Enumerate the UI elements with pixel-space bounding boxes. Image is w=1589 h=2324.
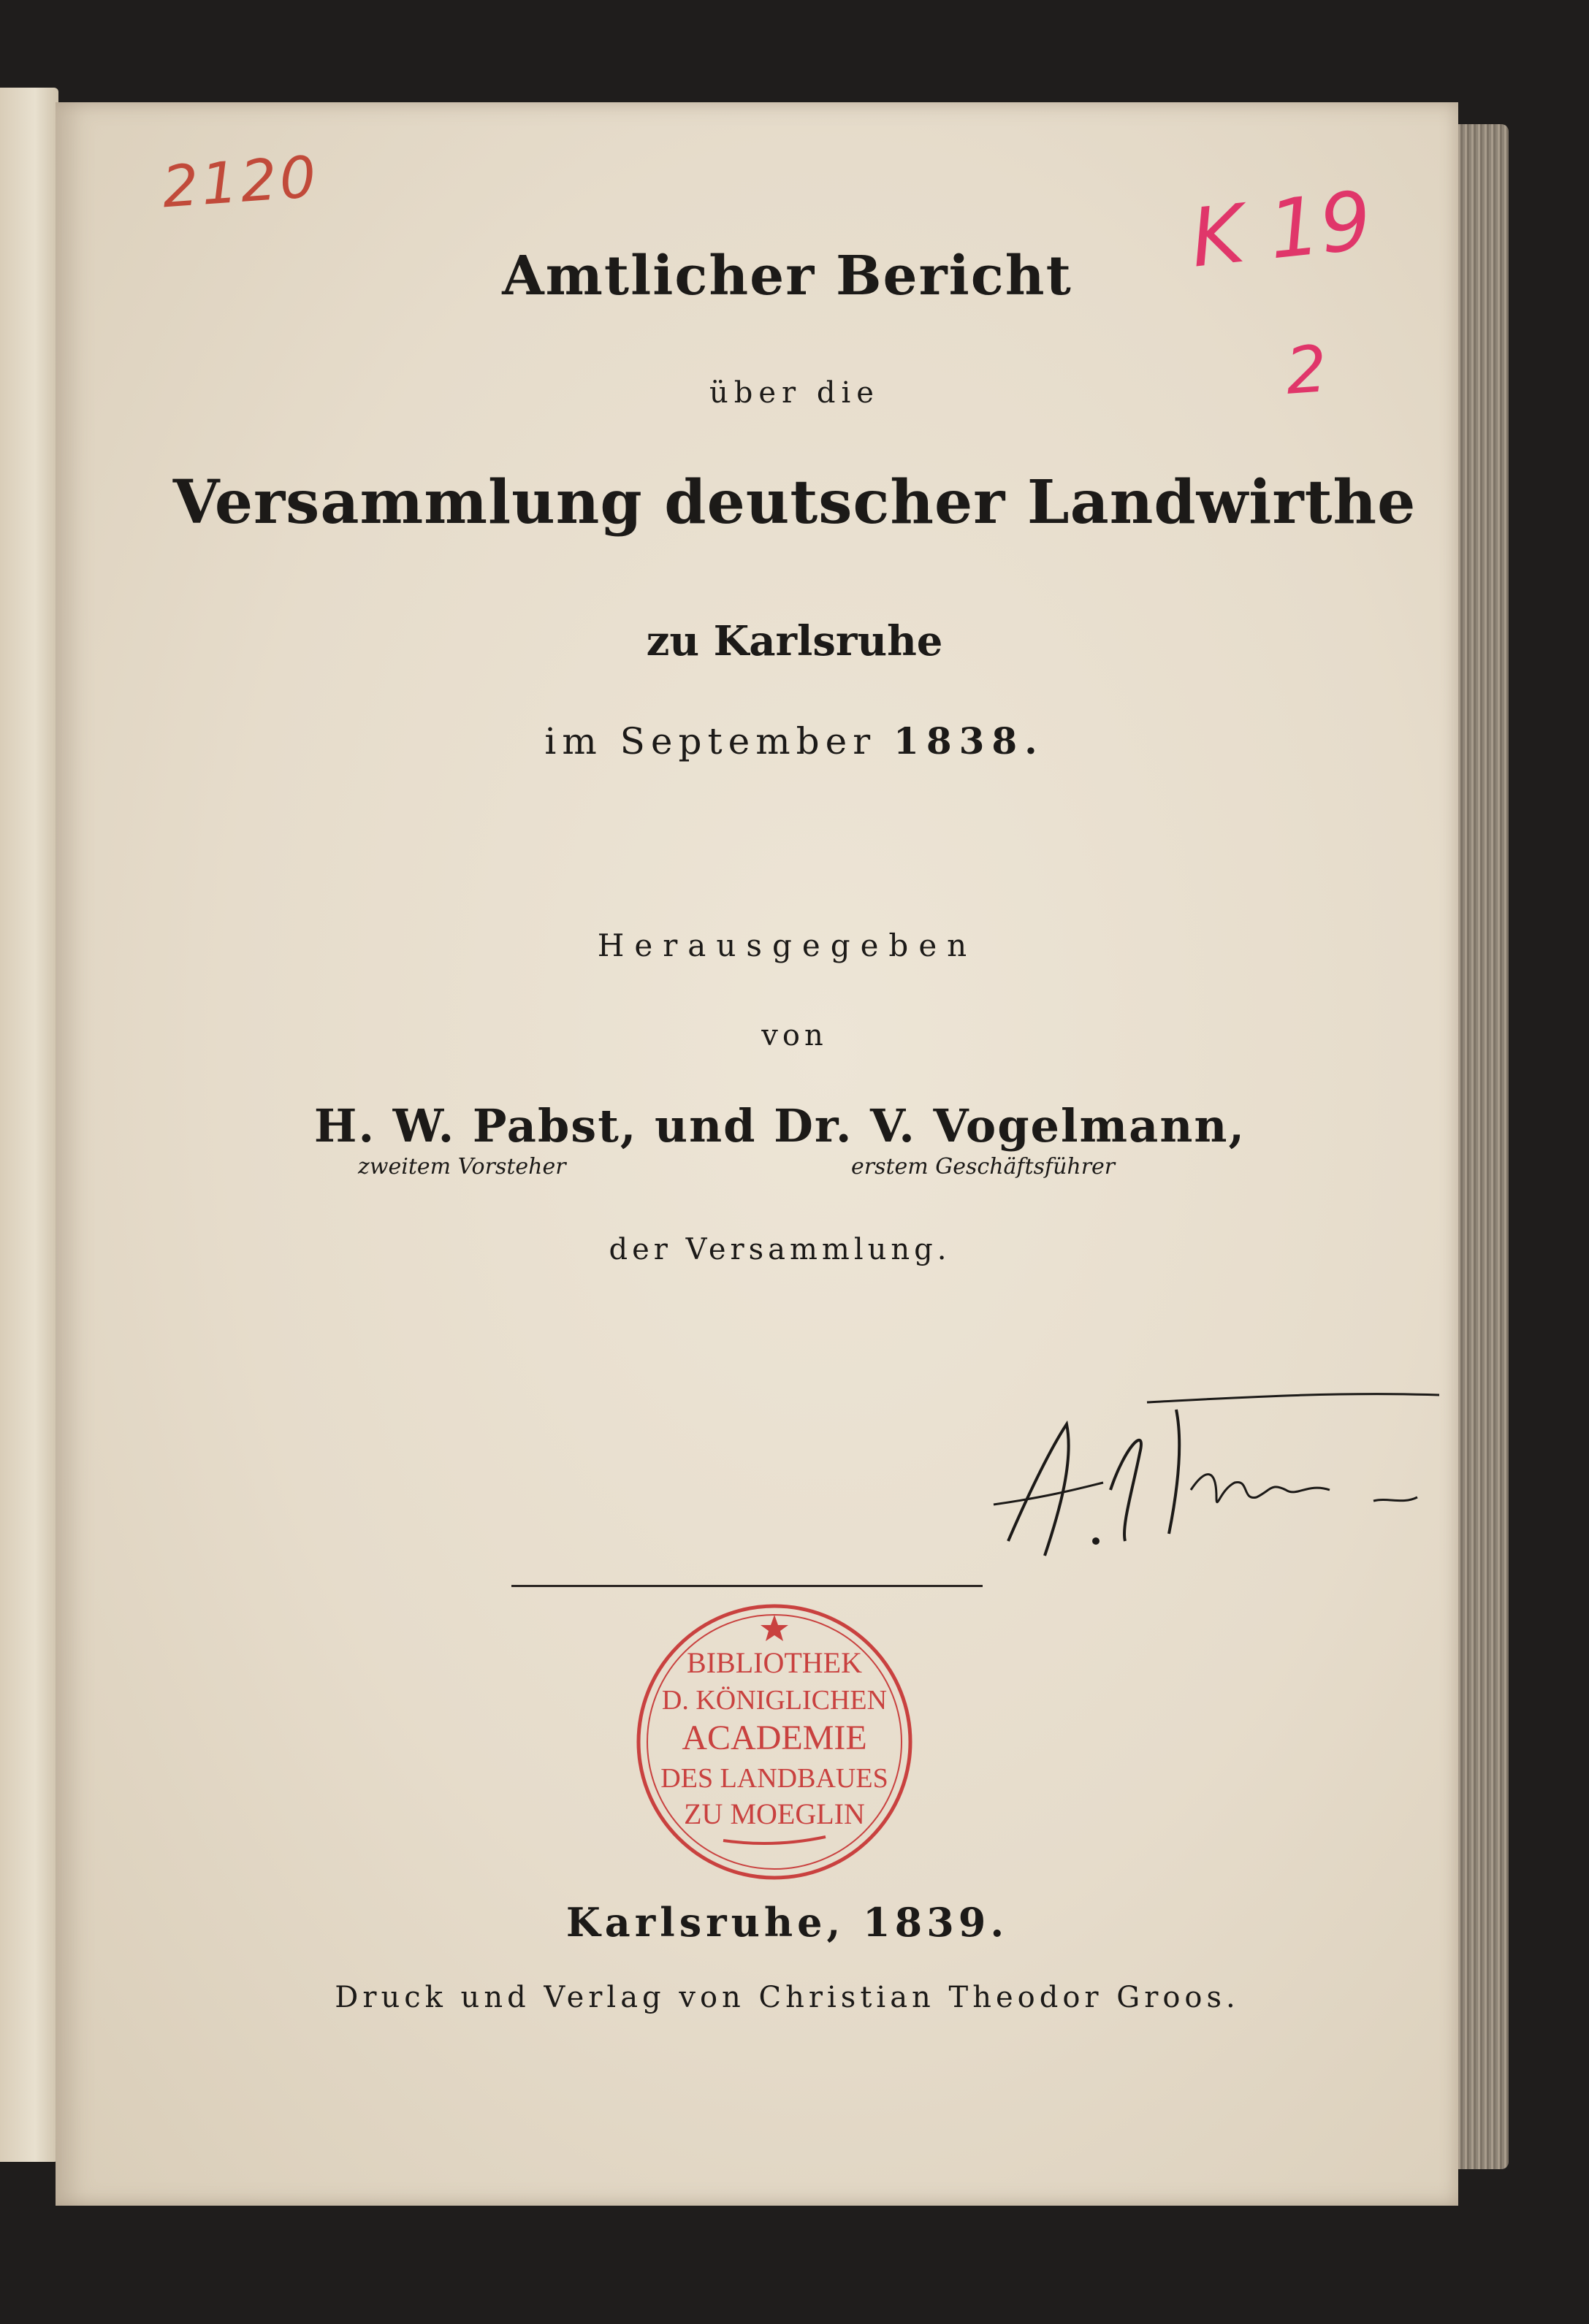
stamp-line-3: ACADEMIE bbox=[682, 1719, 867, 1757]
title-date-prefix: im September bbox=[544, 720, 877, 762]
editors-names: H. W. Pabst, und Dr. V. Vogelmann, bbox=[313, 1099, 1246, 1153]
handwritten-signature bbox=[964, 1380, 1447, 1570]
title-line-1: Amtlicher Bericht bbox=[502, 245, 1072, 307]
separator-rule bbox=[511, 1585, 983, 1587]
handwritten-shelf-mark-left: 2120 bbox=[160, 144, 321, 221]
editors-intro: Herausgegeben bbox=[597, 928, 978, 963]
editors-of: der Versammlung. bbox=[609, 1233, 951, 1266]
stamp-line-5: ZU MOEGLIN bbox=[684, 1797, 865, 1830]
editor-role-1: zweitem Vorsteher bbox=[358, 1154, 566, 1180]
imprint-printer: Druck und Verlag von Christian Theodor Groos. bbox=[335, 1981, 1240, 2014]
title-main: Versammlung deutscher Landwirthe bbox=[172, 467, 1417, 538]
editor-role-2: erstem Geschäftsführer bbox=[851, 1154, 1116, 1180]
handwritten-shelf-mark-sub: 2 bbox=[1283, 331, 1330, 409]
handwritten-shelf-mark-right: K 19 bbox=[1186, 173, 1376, 286]
stamp-line-2: D. KÖNIGLICHEN bbox=[661, 1685, 888, 1716]
title-place: zu Karlsruhe bbox=[646, 617, 943, 665]
title-date-year: 1838. bbox=[893, 719, 1045, 762]
editors-by: von bbox=[761, 1019, 828, 1052]
title-line-2: über die bbox=[709, 376, 880, 410]
title-page bbox=[56, 102, 1458, 2206]
stamp-line-4: DES LANDBAUES bbox=[660, 1763, 888, 1794]
imprint-place-year: Karlsruhe, 1839. bbox=[565, 1899, 1009, 1946]
stamp-line-1: BIBLIOTHEK bbox=[687, 1646, 862, 1679]
title-date bbox=[0, 719, 1589, 762]
library-stamp bbox=[628, 1596, 921, 1888]
